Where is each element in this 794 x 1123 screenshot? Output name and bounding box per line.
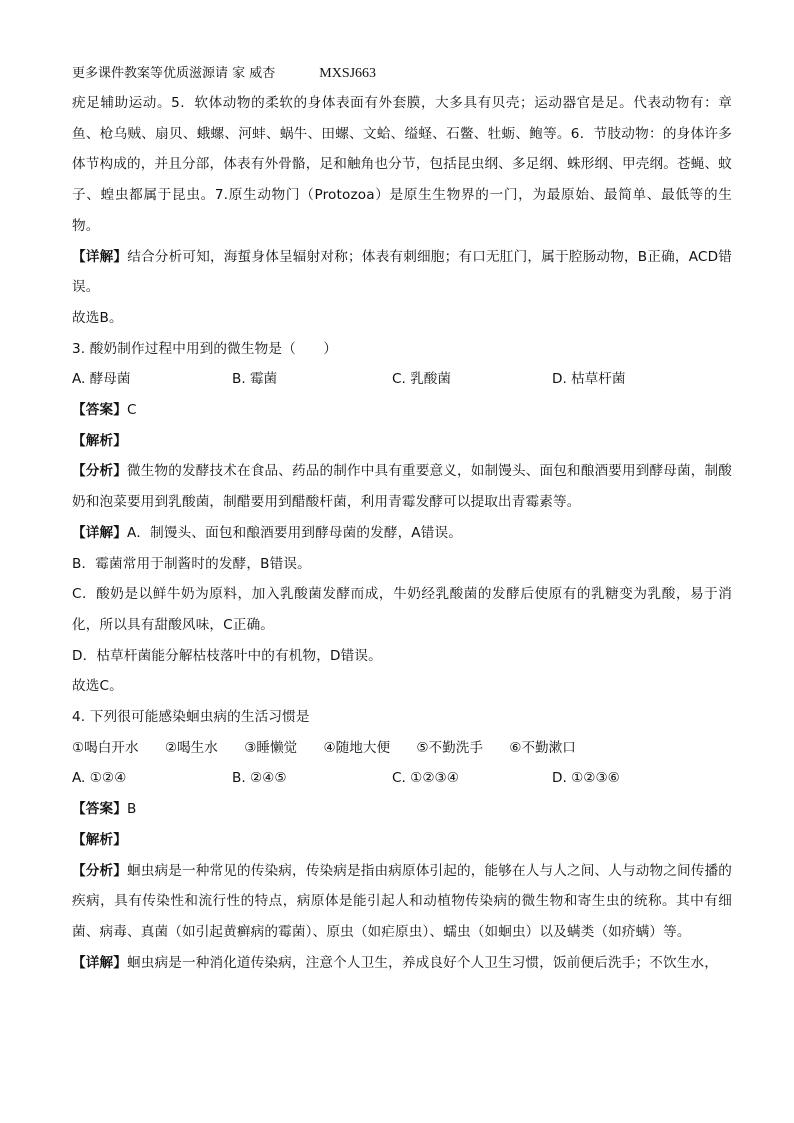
- q2-conclusion: 故选B。: [72, 309, 123, 326]
- document-page: [72, 60, 732, 978]
- q2-detail-text: 结合分析可知，海蜇身体呈辐射对称；体表有刺细胞；有口无肛门，属于腔肠动物，B正确，ACD错误。: [72, 248, 732, 296]
- header-text: 更多课件教案等优质滋源请 家 威杏: [72, 66, 276, 81]
- q4-detail: [72, 948, 732, 979]
- q3-analysis: [72, 456, 732, 517]
- q4-option-a: A. ①②④: [72, 770, 127, 787]
- q4-choice-2: ②喝生水: [164, 739, 218, 756]
- q3-analysis-tag: 【分析】: [72, 463, 127, 480]
- q3-detail-a-text: A．制馒头、面包和酿酒要用到酵母菌的发酵，A错误。: [126, 524, 462, 541]
- q3-conclusion: 故选C。: [72, 678, 123, 695]
- q4-choice-1: ①喝白开水: [72, 739, 139, 756]
- q4-detail-text: 蛔虫病是一种消化道传染病，注意个人卫生，养成良好个人卫生习惯，饭前便后洗手；不饮生水，: [126, 954, 718, 971]
- q4-option-b: B. ②④⑤: [232, 770, 287, 787]
- q3-option-b: B. 霉菌: [232, 371, 278, 388]
- q3-detail-d: D．枯草杆菌能分解枯枝落叶中的有机物，D错误。: [72, 647, 382, 664]
- q3-answer: [72, 395, 732, 426]
- q2-analysis-continued: 疣足辅助运动。5．软体动物的柔软的身体表面有外套膜，大多具有贝壳；运动器官是足。代表动物有：章鱼、枪乌贼、扇贝、蛾螺、河蚌、蜗牛、田螺、文蛤、缢蛏、石鳖、牡蛎、鲍等。6．节肢动物：的身体许多体节构成的，并且分部，体表有外骨骼，足和触角也分节，包括昆虫纲、多足纲、蛛形纲、甲壳纲。苍蝇、蚊子、蝗虫都属于昆虫。7.原生动物门（Protozoa）是原生生物界的一门，为最原始、最简单、最低等的生物。: [72, 95, 732, 234]
- q4-options: [72, 763, 732, 794]
- q3-detail-a: [72, 518, 732, 549]
- q4-analysis: [72, 856, 732, 948]
- q3-jiexi-tag: 【解析】: [72, 432, 127, 449]
- q3-option-c: C. 乳酸菌: [392, 371, 451, 388]
- q3-options: [72, 364, 732, 395]
- q3-option-a: A. 酵母菌: [72, 371, 131, 388]
- q3-analysis-text: 微生物的发酵技术在食品、药品的制作中具有重要意义，如制馒头、面包和酿酒要用到酵母菌，制酸奶和泡菜要用到乳酸菌，制醋要用到醋酸杆菌，利用青霉发酵可以提取出青霉素等。: [72, 463, 732, 511]
- header-code: MXSJ663: [319, 66, 377, 81]
- q4-choice-6: ⑥不勤漱口: [509, 739, 576, 756]
- q4-choice-5: ⑤不勤洗手: [416, 739, 483, 756]
- q3-detail-b: B．霉菌常用于制酱时的发酵，B错误。: [72, 555, 311, 572]
- q4-choice-3: ③睡懒觉: [244, 739, 298, 756]
- q4-answer-tag: 【答案】: [72, 801, 127, 818]
- q3-detail-tag: 【详解】: [72, 524, 127, 541]
- q3-answer-value: C: [126, 402, 137, 419]
- q4-jiexi-tag: 【解析】: [72, 831, 127, 848]
- q4-detail-tag: 【详解】: [72, 954, 127, 971]
- q2-detail: [72, 242, 732, 303]
- q3-option-d: D. 枯草杆菌: [552, 371, 626, 388]
- q4-analysis-tag: 【分析】: [72, 862, 127, 879]
- q3-detail-c: C．酸奶是以鲜牛奶为原料，加入乳酸菌发酵而成，牛奶经乳酸菌的发酵后使原有的乳糖变为乳酸，易于消化，所以具有甜酸风味，C正确。: [72, 586, 732, 633]
- q2-detail-tag: 【详解】: [72, 248, 128, 265]
- q4-answer-value: B: [126, 801, 137, 818]
- page-header: [72, 60, 732, 88]
- q4-question: 4. 下列很可能感染蛔虫病的生活习惯是: [72, 709, 310, 726]
- q4-answer: [72, 794, 732, 825]
- q4-option-d: D. ①②③⑥: [552, 770, 620, 787]
- q4-option-c: C. ①②③④: [392, 770, 459, 787]
- q4-choice-4: ④随地大便: [323, 739, 391, 756]
- q4-choices: [72, 733, 732, 764]
- q3-answer-tag: 【答案】: [72, 402, 127, 419]
- q3-question: 3. 酸奶制作过程中用到的微生物是（ ）: [72, 340, 338, 357]
- q4-analysis-text: 蛔虫病是一种常见的传染病，传染病是指由病原体引起的，能够在人与人之间、人与动物之间传播的疾病，具有传染性和流行性的特点，病原体是能引起人和动植物传染病的微生物和寄生虫的统称。其中有细菌、病毒、真菌（如引起黄癣病的霉菌）、原虫（如疟原虫）、蠕虫（如蛔虫）以及螨类（如疥螨）等。: [72, 862, 732, 940]
